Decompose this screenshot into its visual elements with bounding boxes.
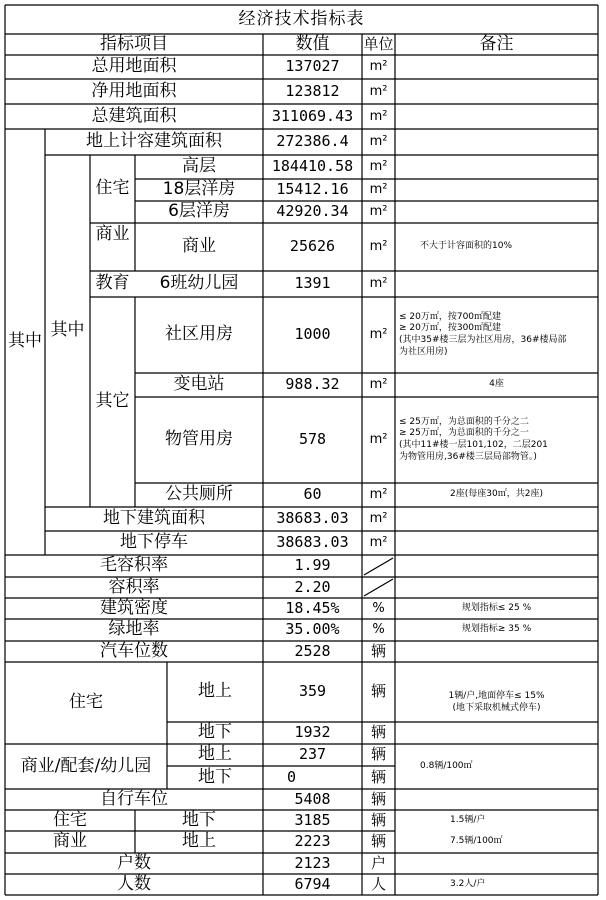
group-label-car-commerce: 商业/配套/幼儿园 bbox=[20, 755, 152, 776]
row-value-population: 6794 bbox=[294, 874, 331, 893]
row-value-gross-far: 1.99 bbox=[294, 556, 331, 575]
row-label-car-total: 汽车位数 bbox=[100, 640, 168, 661]
row-unit-community: m² bbox=[369, 327, 388, 343]
row-label-car-res-below: 地下 bbox=[198, 722, 232, 743]
row-note-bike-com: 7.5辆/100㎡ bbox=[450, 836, 503, 847]
group-label-residential: 住宅 bbox=[95, 178, 130, 199]
row-label-community: 社区用房 bbox=[165, 324, 233, 345]
row-value-car-com-above: 237 bbox=[298, 745, 327, 764]
row-value-bike-res: 3185 bbox=[294, 810, 331, 829]
group-label-commerce: 商业 bbox=[95, 224, 130, 245]
header-unit: 单位 bbox=[363, 34, 394, 53]
row-label-underground-park: 地下停车 bbox=[120, 532, 188, 553]
row-unit-population: 人 bbox=[370, 874, 386, 893]
row-unit-toilet: m² bbox=[369, 487, 388, 503]
header-note: 备注 bbox=[479, 33, 514, 54]
row-unit-bike-res: 辆 bbox=[370, 810, 386, 829]
row-label-net-land: 净用地面积 bbox=[91, 80, 177, 101]
row-unit-villa18: m² bbox=[369, 182, 388, 198]
row-value-net-land: 123812 bbox=[285, 81, 340, 100]
row-unit-car-res-below: 辆 bbox=[370, 723, 386, 742]
row-note-car-commerce: 0.8辆/100㎡ bbox=[420, 760, 473, 771]
row-label-car-com-above: 地上 bbox=[198, 744, 232, 765]
row-label-toilet: 公共厕所 bbox=[165, 484, 233, 505]
row-label-above-far: 地上计容建筑面积 bbox=[86, 131, 222, 152]
row-value-property: 578 bbox=[298, 430, 327, 449]
row-unit-car-total: 辆 bbox=[370, 641, 386, 660]
row-unit-commerce: m² bbox=[369, 239, 388, 255]
row-value-toilet: 60 bbox=[303, 485, 322, 504]
row-label-population: 人数 bbox=[117, 873, 151, 894]
row-unit-bike-total: 辆 bbox=[370, 789, 386, 808]
group-label-education: 教育 bbox=[95, 273, 130, 294]
row-label-car-res-above: 地上 bbox=[198, 681, 232, 702]
row-value-bike-com: 2223 bbox=[294, 832, 331, 851]
row-value-density: 18.45% bbox=[285, 598, 340, 617]
row-label-total-land: 总用地面积 bbox=[91, 56, 177, 77]
row-value-villa18: 15412.16 bbox=[276, 180, 349, 199]
group-label-inner-qizhong: 其中 bbox=[50, 320, 85, 341]
row-label-bike-total: 自行车位 bbox=[100, 788, 168, 809]
group-label-car-residential: 住宅 bbox=[69, 692, 103, 713]
row-label-bike-com: 地上 bbox=[182, 831, 216, 852]
row-note-green: 规划指标≥ 35 % bbox=[461, 624, 532, 635]
group-label-bike-residential: 住宅 bbox=[53, 809, 87, 830]
row-note-commerce: 不大于计容面积的10% bbox=[420, 241, 513, 252]
row-unit-car-com-below: 辆 bbox=[370, 767, 386, 786]
row-label-villa18: 18层洋房 bbox=[162, 179, 236, 200]
row-value-underground-area: 38683.03 bbox=[276, 509, 349, 528]
row-label-households: 户数 bbox=[117, 852, 151, 873]
row-unit-above-far: m² bbox=[369, 134, 388, 150]
group-label-other: 其它 bbox=[95, 391, 130, 412]
row-unit-substation: m² bbox=[369, 377, 388, 393]
row-value-kinder: 1391 bbox=[294, 274, 331, 293]
row-value-community: 1000 bbox=[294, 325, 331, 344]
row-value-total-build: 311069.43 bbox=[271, 106, 354, 125]
row-label-far: 容积率 bbox=[108, 576, 160, 597]
row-unit-high-rise: m² bbox=[369, 159, 388, 175]
row-note-toilet: 2座(每座30㎡，共2座) bbox=[450, 489, 543, 500]
row-unit-density: % bbox=[372, 600, 385, 616]
row-unit-kinder: m² bbox=[369, 276, 388, 292]
row-label-underground-area: 地下建筑面积 bbox=[103, 508, 205, 529]
row-note-property: ≤ 25万㎡，为总面积的千分之二 ≥ 25万㎡，为总面积的千分之一 (其中11#楼一层101,102，二层201 为物管用房,36#楼三层局部物管。) bbox=[399, 416, 548, 462]
row-note-density: 规划指标≤ 25 % bbox=[461, 602, 532, 613]
row-note-community: ≤ 20万㎡，按700㎡配建 ≥ 20万㎡，按300㎡配建 (其中35#楼三层为社区用房，36#楼局部 为社区用房) bbox=[399, 311, 567, 357]
row-value-substation: 988.32 bbox=[285, 375, 340, 394]
row-value-households: 2123 bbox=[294, 853, 331, 872]
row-value-far: 2.20 bbox=[294, 577, 331, 596]
row-label-car-com-below: 地下 bbox=[198, 766, 232, 787]
row-value-car-total: 2528 bbox=[294, 641, 331, 660]
header-item: 指标项目 bbox=[100, 33, 168, 54]
row-value-car-res-above: 359 bbox=[298, 682, 327, 701]
row-unit-car-res-above: 辆 bbox=[370, 682, 386, 701]
group-label-bike-commerce: 商业 bbox=[53, 831, 87, 852]
row-note-bike-res: 1.5辆/户 bbox=[450, 814, 486, 825]
group-label-outer-qizhong: 其中 bbox=[8, 331, 42, 352]
row-unit-property: m² bbox=[369, 432, 388, 448]
header-value: 数值 bbox=[295, 33, 330, 54]
row-note-substation: 4座 bbox=[489, 379, 504, 390]
row-label-substation: 变电站 bbox=[173, 374, 225, 395]
row-label-kinder: 6班幼儿园 bbox=[159, 273, 239, 294]
row-value-commerce: 25626 bbox=[289, 237, 336, 256]
row-note-car-residential: 1辆/户,地面停车≤ 15% (地下采取机械式停车) bbox=[448, 691, 545, 713]
row-value-villa6: 42920.34 bbox=[276, 202, 349, 221]
row-value-car-com-below: 0 bbox=[287, 767, 297, 786]
row-label-total-build: 总建筑面积 bbox=[91, 105, 177, 126]
row-unit-net-land: m² bbox=[369, 83, 388, 99]
row-value-green: 35.00% bbox=[285, 620, 340, 639]
row-note-population: 3.2人/户 bbox=[450, 878, 486, 889]
row-unit-underground-park: m² bbox=[369, 535, 388, 551]
row-unit-green: % bbox=[372, 622, 385, 638]
row-label-gross-far: 毛容积率 bbox=[100, 555, 168, 576]
row-label-green: 绿地率 bbox=[108, 619, 160, 640]
row-unit-bike-com: 辆 bbox=[370, 832, 386, 851]
row-label-villa6: 6层洋房 bbox=[168, 201, 230, 222]
row-unit-total-land: m² bbox=[369, 59, 388, 75]
row-unit-total-build: m² bbox=[369, 108, 388, 124]
row-value-above-far: 272386.4 bbox=[276, 132, 349, 151]
row-label-density: 建筑密度 bbox=[100, 597, 168, 618]
row-label-bike-res: 地下 bbox=[182, 809, 216, 830]
row-value-total-land: 137027 bbox=[285, 57, 340, 76]
row-value-underground-park: 38683.03 bbox=[276, 533, 349, 552]
row-value-bike-total: 5408 bbox=[294, 789, 331, 808]
row-unit-households: 户 bbox=[370, 853, 386, 872]
row-label-high-rise: 高层 bbox=[182, 156, 216, 177]
row-label-property: 物管用房 bbox=[165, 429, 233, 450]
row-value-high-rise: 184410.58 bbox=[271, 157, 354, 176]
row-value-car-res-below: 1932 bbox=[294, 723, 331, 742]
row-unit-car-com-above: 辆 bbox=[370, 745, 386, 764]
row-unit-underground-area: m² bbox=[369, 511, 388, 527]
row-unit-villa6: m² bbox=[369, 204, 388, 220]
page-title: 经济技术指标表 bbox=[238, 8, 365, 29]
row-label-commerce: 商业 bbox=[182, 236, 216, 257]
